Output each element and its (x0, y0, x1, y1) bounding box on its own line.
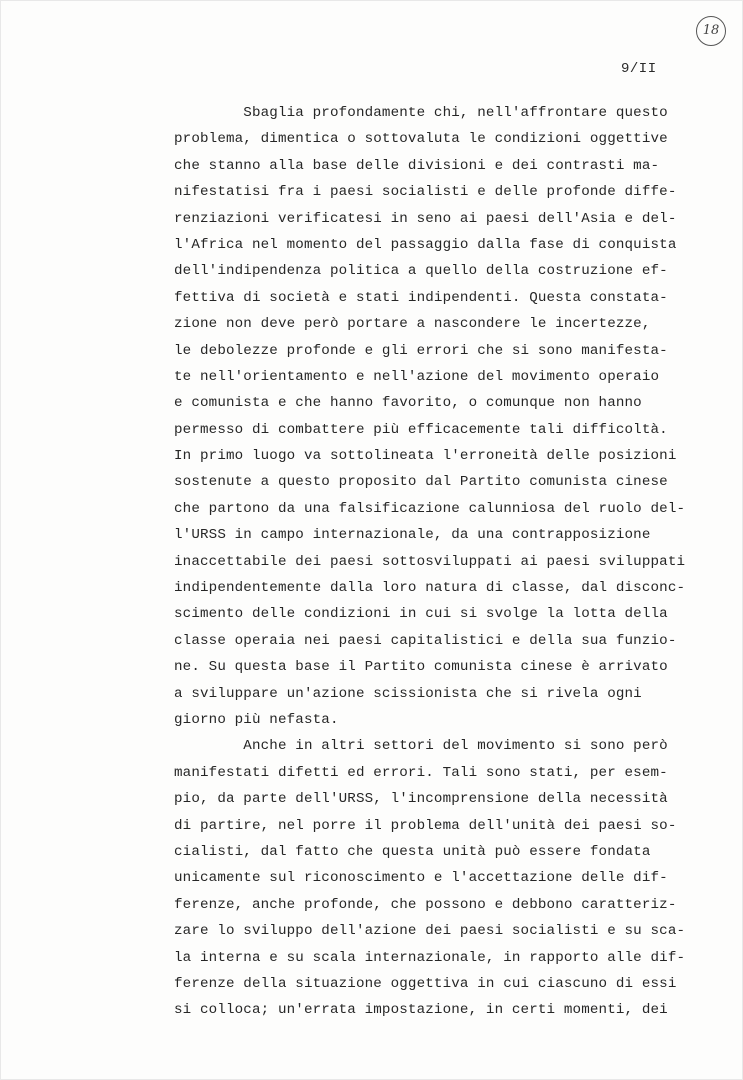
text-line: la interna e su scala internazionale, in rapporto alle dif- (174, 949, 686, 966)
page-stamp-number: 18 (696, 16, 726, 46)
text-line: ne. Su questa base il Partito comunista cinese è arrivato (174, 659, 668, 676)
text-line: zione non deve però portare a nascondere le incertezze, (174, 316, 651, 333)
text-line: dell'indipendenza politica a quello della costruzione ef- (174, 263, 668, 280)
text-line: te nell'orientamento e nell'azione del movimento operaio (174, 368, 660, 385)
text-line: unicamente sul riconoscimento e l'accettazione delle dif- (174, 870, 668, 887)
text-line: che stanno alla base delle divisioni e dei contrasti ma- (174, 157, 660, 174)
text-line: di partire, nel porre il problema dell'unità dei paesi so- (174, 817, 677, 834)
text-line: Anche in altri settori del movimento si sono però (174, 738, 668, 755)
text-line: scimento delle condizioni in cui si svolge la lotta della (174, 606, 668, 623)
text-line: indipendentemente dalla loro natura di classe, dal disconc- (174, 580, 686, 597)
text-line: pio, da parte dell'URSS, l'incomprensione della necessità (174, 791, 668, 808)
text-line: permesso di combattere più efficacemente tali difficoltà. (174, 421, 668, 438)
text-line: ferenze della situazione oggettiva in cui ciascuno di essi (174, 975, 677, 992)
text-line: cialisti, dal fatto che questa unità può essere fondata (174, 843, 651, 860)
text-line: renziazioni verificatesi in seno ai paesi dell'Asia e del- (174, 210, 677, 227)
text-line: fettiva di società e stati indipendenti. Questa constata- (174, 289, 668, 306)
text-line: l'Africa nel momento del passaggio dalla fase di conquista (174, 236, 677, 253)
text-line: In primo luogo va sottolineata l'erroneità delle posizioni (174, 448, 677, 465)
text-line: le debolezze profonde e gli errori che si sono manifesta- (174, 342, 668, 359)
text-line: l'URSS in campo internazionale, da una contrapposizione (174, 527, 651, 544)
text-line: zare lo sviluppo dell'azione dei paesi socialisti e su sca- (174, 923, 686, 940)
page-number: 9/II (621, 61, 657, 77)
text-line: che partono da una falsificazione calunniosa del ruolo del- (174, 500, 686, 517)
text-line: inaccettabile dei paesi sottosviluppati ai paesi sviluppati (174, 553, 686, 570)
text-line: manifestati difetti ed errori. Tali sono stati, per esem- (174, 764, 668, 781)
text-line: e comunista e che hanno favorito, o comunque non hanno (174, 395, 642, 412)
text-line: Sbaglia profondamente chi, nell'affrontare questo (174, 105, 668, 121)
text-line: sostenute a questo proposito dal Partito comunista cinese (174, 474, 668, 491)
text-line: giorno più nefasta. (174, 711, 339, 728)
body-text (174, 100, 704, 1024)
text-line: a sviluppare un'azione scissionista che si rivela ogni (174, 685, 642, 702)
text-line: si colloca; un'errata impostazione, in certi momenti, dei (174, 1002, 668, 1019)
text-line: classe operaia nei paesi capitalistici e della sua funzio- (174, 632, 677, 649)
text-line: problema, dimentica o sottovaluta le condizioni oggettive (174, 131, 668, 148)
text-line: ferenze, anche profonde, che possono e debbono caratteriz- (174, 896, 677, 913)
text-line: nifestatisi fra i paesi socialisti e delle profonde diffe- (174, 184, 677, 201)
